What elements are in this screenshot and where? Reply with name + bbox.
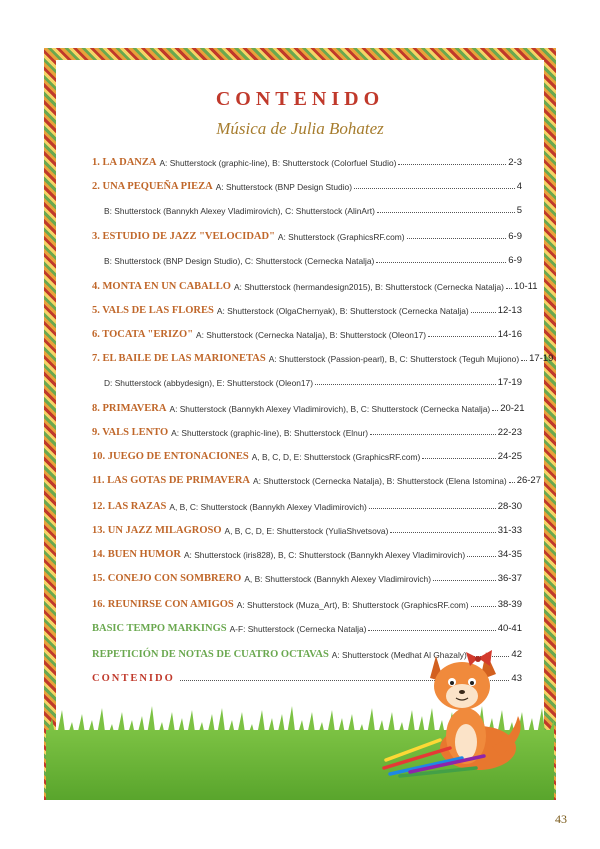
toc-entry-credits: A, B, C, D, E: Shutterstock (GraphicsRF.com) — [251, 452, 421, 462]
toc-entry-page: 12-13 — [497, 305, 522, 316]
toc-leader-dots — [315, 384, 496, 385]
toc-entry — [92, 226, 522, 242]
toc-entry-title: 7. EL BAILE DE LAS MARIONETAS — [92, 353, 266, 364]
toc-entry-title: 15. CONEJO CON SOMBRERO — [92, 573, 242, 584]
toc-entry-page: 42 — [511, 649, 522, 660]
toc-entry-credits: B: Shutterstock (BNP Design Studio), C: Shutterstock (Cernecka Natalja) — [104, 256, 375, 266]
toc-entry — [92, 398, 525, 414]
page-title: CONTENIDO — [215, 88, 385, 110]
toc-leader-dots — [428, 336, 496, 337]
toc-entry-page: 10-11 — [513, 281, 538, 292]
toc-entry-title: BASIC TEMPO MARKINGS — [92, 623, 227, 634]
toc-entry-title: 8. PRIMAVERA — [92, 403, 167, 414]
toc-entry — [92, 324, 522, 340]
page-subtitle: Música de Julia Bohatez — [216, 119, 384, 138]
toc-leader-dots — [471, 606, 496, 607]
toc-entry-credits: A: Shutterstock (hermandesign2015), B: Shutterstock (Cernecka Natalja) — [233, 282, 504, 292]
toc-entry-title: 3. ESTUDIO DE JAZZ "VELOCIDAD" — [92, 231, 275, 242]
toc-entry — [92, 470, 542, 486]
toc-leader-dots — [467, 556, 496, 557]
colored-pencils-illustration — [380, 728, 490, 778]
toc-entry-page: 5 — [516, 205, 522, 216]
toc-leader-dots — [369, 508, 496, 509]
toc-leader-dots — [492, 410, 498, 411]
toc-entry-page: 14-16 — [497, 329, 522, 340]
toc-entry-credits: A: Shutterstock (OlgaChernyak), B: Shutterstock (Cernecka Natalja) — [216, 306, 469, 316]
toc-entry — [92, 300, 522, 316]
toc-entry — [92, 250, 522, 266]
toc-entry-credits: D: Shutterstock (abbydesign), E: Shutterstock (Oleon17) — [104, 378, 314, 388]
toc-entry — [92, 176, 522, 192]
toc-leader-dots — [422, 458, 495, 459]
toc-leader-dots — [370, 434, 496, 435]
toc-entry — [92, 276, 538, 292]
toc-entry-page: 31-33 — [497, 525, 522, 536]
toc-entry — [92, 594, 522, 610]
toc-entry-page: 4 — [516, 181, 522, 192]
toc-entry-page: 22-23 — [497, 427, 522, 438]
toc-entry-title: 13. UN JAZZ MILAGROSO — [92, 525, 222, 536]
toc-entry-page: 36-37 — [497, 573, 522, 584]
toc-entry-page: 17-19 — [529, 353, 554, 364]
toc-entry-title: 4. MONTA EN UN CABALLO — [92, 281, 231, 292]
toc-leader-dots — [368, 630, 495, 631]
toc-leader-dots — [354, 188, 515, 189]
toc-entry-page: 2-3 — [508, 157, 522, 168]
toc-entry-page: 38-39 — [497, 599, 522, 610]
toc-entry-title: 12. LAS RAZAS — [92, 501, 167, 512]
toc-entry-credits: A: Shutterstock (Medhat Al Ghazaly) — [331, 650, 467, 660]
toc-entry-credits: A: Shutterstock (Cernecka Natalja), B: Shutterstock (Oleon17) — [196, 330, 426, 340]
toc-entry — [92, 152, 522, 168]
toc-entry-page: 6-9 — [508, 255, 522, 266]
toc-entry-title: 16. REUNIRSE CON AMIGOS — [92, 599, 234, 610]
toc-entry — [92, 544, 522, 560]
toc-entry-credits: A, B, C, D, E: Shutterstock (YuliaShvetsova) — [224, 526, 389, 536]
toc-entry-credits: A: Shutterstock (Cernecka Natalja), B: Shutterstock (Elena Istomina) — [253, 476, 507, 486]
toc-entry-title: 11. LAS GOTAS DE PRIMAVERA — [92, 475, 251, 486]
toc-entry-page: 34-35 — [497, 549, 522, 560]
toc-entry-credits: A: Shutterstock (iris828), B, C: Shutterstock (Bannykh Alexey Vladimirovich) — [183, 550, 466, 560]
toc-leader-dots — [521, 360, 527, 361]
toc-entry-page: 20-21 — [500, 403, 525, 414]
toc-leader-dots — [398, 164, 506, 165]
toc-entry-credits: A-F: Shutterstock (Cernecka Natalja) — [229, 624, 367, 634]
toc-entry-credits: A, B, C: Shutterstock (Bannykh Alexey Vladimirovich) — [169, 502, 367, 512]
toc-entry — [92, 372, 522, 388]
toc-entry — [92, 568, 522, 584]
toc-entry-page: 24-25 — [497, 451, 522, 462]
toc-entry-title: REPETICIÓN DE NOTAS DE CUATRO OCTAVAS — [92, 649, 329, 660]
toc-entry — [92, 618, 522, 634]
toc-entry-credits: A: Shutterstock (graphic-line), B: Shutterstock (Colorfuel Studio) — [159, 158, 397, 168]
toc-leader-dots — [433, 580, 496, 581]
toc-entry-credits: A: Shutterstock (Muza_Art), B: Shutterstock (GraphicsRF.com) — [236, 600, 469, 610]
toc-leader-dots — [390, 532, 495, 533]
toc-entry — [92, 520, 522, 536]
toc-entry-title: 6. TOCATA "ERIZO" — [92, 329, 194, 340]
toc-entry — [92, 348, 554, 364]
toc-entry — [92, 446, 522, 462]
toc-entry-title: 2. UNA PEQUEÑA PIEZA — [92, 181, 213, 192]
toc-entry-credits: B: Shutterstock (Bannykh Alexey Vladimirovich), C: Shutterstock (AlinArt) — [104, 206, 375, 216]
toc-entry-credits: A: Shutterstock (Bannykh Alexey Vladimirovich), B, C: Shutterstock (Cernecka Natalja) — [169, 404, 491, 414]
toc-entry-title: 5. VALS DE LAS FLORES — [92, 305, 214, 316]
toc-entry-credits: A: Shutterstock (Passion-pearl), B, C: Shutterstock (Teguh Mujiono) — [268, 354, 520, 364]
toc-entry — [92, 496, 522, 512]
toc-leader-dots — [377, 212, 515, 213]
toc-leader-dots — [376, 262, 506, 263]
toc-entry — [92, 200, 522, 216]
page-number: 43 — [555, 812, 567, 826]
toc-entry — [92, 422, 522, 438]
toc-leader-dots — [471, 312, 496, 313]
toc-entry-title: 9. VALS LENTO — [92, 427, 169, 438]
toc-entry-page: 40-41 — [497, 623, 522, 634]
toc-entry-title: 10. JUEGO DE ENTONACIONES — [92, 451, 249, 462]
toc-entry-title: CONTENIDO — [92, 673, 175, 684]
toc-entry-title: 1. LA DANZA — [92, 157, 157, 168]
toc-entry-title: 14. BUEN HUMOR — [92, 549, 181, 560]
toc-entry-page: 6-9 — [508, 231, 522, 242]
toc-entry-credits: A: Shutterstock (BNP Design Studio) — [215, 182, 352, 192]
toc-leader-dots — [407, 238, 507, 239]
toc-entry-credits: A: Shutterstock (graphic-line), B: Shutterstock (Elnur) — [171, 428, 369, 438]
toc-entry-credits: A: Shutterstock (GraphicsRF.com) — [277, 232, 405, 242]
toc-entry-page: 43 — [511, 673, 522, 684]
toc-entry-page: 26-27 — [516, 475, 542, 486]
toc-entry-page: 17-19 — [497, 377, 522, 388]
toc-leader-dots — [506, 288, 512, 289]
toc-entry-credits: A, B: Shutterstock (Bannykh Alexey Vladimirovich) — [244, 574, 431, 584]
toc-entry-page: 28-30 — [497, 501, 522, 512]
toc-leader-dots — [509, 482, 515, 483]
